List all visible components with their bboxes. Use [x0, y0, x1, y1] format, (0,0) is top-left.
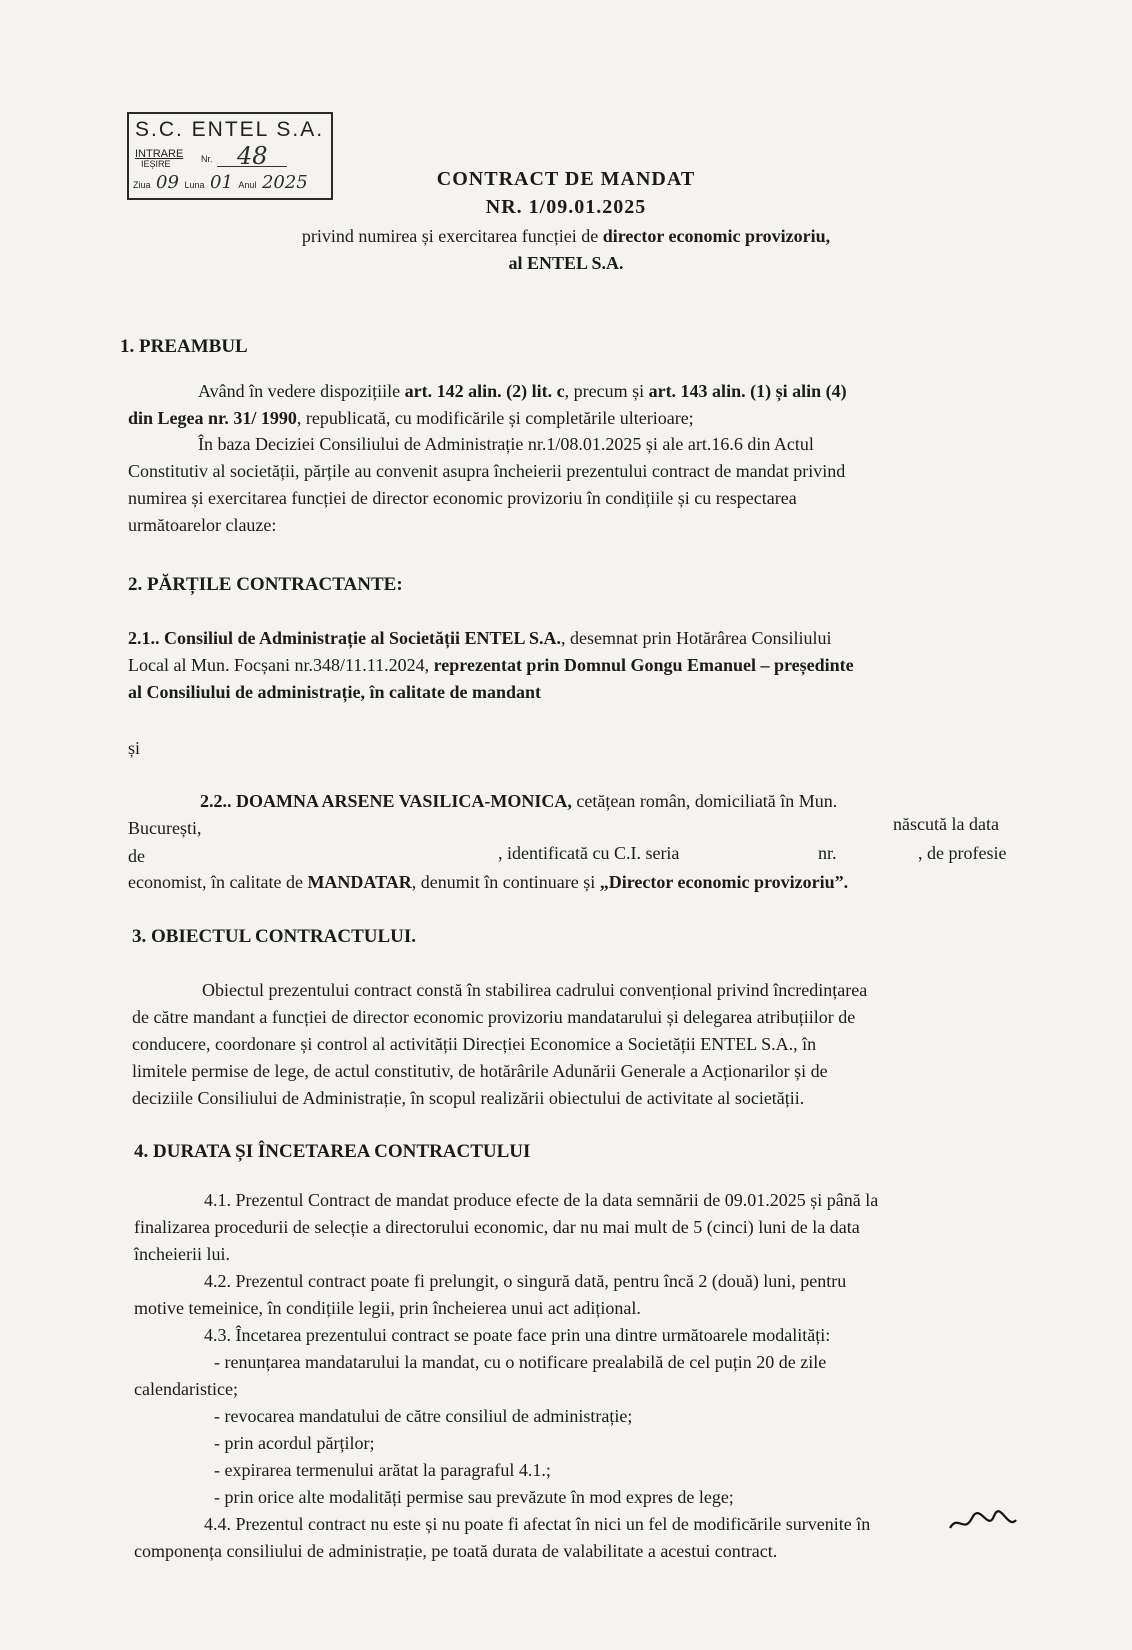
s22-identificata: , identificată cu C.I. seria	[498, 843, 680, 863]
s43-bullet2: - revocarea mandatului de către consiliul de administrație;	[214, 1406, 633, 1426]
stamp-nr-value: 48	[237, 142, 268, 170]
s1-text: Având în vedere dispozițiile	[198, 381, 405, 401]
stamp-anul-value: 2025	[261, 172, 308, 193]
stamp-ziua-value: 09	[156, 172, 179, 193]
s22-text: cetățean român, domiciliată în Mun.	[571, 791, 838, 811]
stamp-nr-label: Nr.	[201, 154, 213, 164]
s44-line1: 4.4. Prezentul contract nu este și nu poate fi afectat în nici un fel de modificările survenite în	[204, 1514, 871, 1534]
s3-line5: deciziile Consiliului de Administrație, în scopul realizării obiectului de activitate al societății.	[132, 1088, 805, 1108]
contract-subtitle-company: al ENTEL S.A.	[508, 253, 624, 273]
s1-bold: art. 142 alin. (2) lit. c	[404, 381, 565, 401]
s22-de: de	[128, 846, 145, 866]
s21-bold: 2.1.. Consiliul de Administrație al Societății ENTEL S.A.	[128, 628, 562, 648]
stamp-anul-label: Anul	[238, 180, 257, 190]
subtitle-text: privind numirea și exercitarea funcției de	[301, 226, 603, 246]
s1-bold: din Legea nr. 31/ 1990	[128, 408, 297, 428]
subtitle-role: director economic provizoriu,	[602, 226, 831, 246]
stamp-intrare-label: INTRARE	[135, 148, 184, 160]
s21-line2	[128, 655, 854, 676]
s21-text: , desemnat prin Hotărârea Consiliului	[561, 628, 832, 648]
s41-line2: finalizarea procedurii de selecție a directorului economic, dar nu mai mult de 5 (cinci) luni de la data	[134, 1217, 860, 1237]
s42-line2: motive temeinice, în condițiile legii, prin încheierea unui act adițional.	[134, 1298, 641, 1318]
s3-line1: Obiectul prezentului contract constă în stabilirea cadrului convențional privind încredințarea	[202, 980, 868, 1000]
s1-p2-line1: În baza Deciziei Consiliului de Administrație nr.1/08.01.2025 și ale art.16.6 din Actul	[198, 434, 814, 454]
stamp-ziua-label: Ziua	[133, 180, 151, 190]
s22-bold: 2.2.. DOAMNA ARSENE VASILICA-MONICA,	[200, 791, 572, 811]
s22-line4	[128, 872, 848, 893]
stamp-luna-value: 01	[210, 172, 233, 193]
s21-bold: al Consiliului de administrație, în calitate de mandant	[128, 682, 542, 702]
s1-p2-line2: Constitutiv al societății, părțile au convenit asupra încheierii prezentului contract de mandat privind	[128, 461, 846, 481]
s22-bucuresti: București,	[128, 818, 202, 838]
s1-p1-line1	[198, 381, 847, 402]
contract-title: CONTRACT DE MANDAT	[436, 168, 696, 190]
s1-bold: art. 143 alin. (1) și alin (4)	[648, 381, 847, 401]
stamp-iesire-label: IEȘIRE	[141, 159, 171, 169]
handwritten-initials-mark	[948, 1510, 1018, 1536]
s22-text: economist, în calitate de	[128, 872, 308, 892]
s1-p2-line3: numirea și exercitarea funcției de director economic provizoriu în condițiile și cu respectarea	[128, 488, 797, 508]
contract-subtitle	[0, 226, 1132, 247]
section-3-heading: 3. OBIECTUL CONTRACTULUI.	[132, 926, 416, 947]
s41-line1: 4.1. Prezentul Contract de mandat produce efecte de la data semnării de 09.01.2025 și până la	[204, 1190, 879, 1210]
s43-bullet1-line2: calendaristice;	[134, 1379, 238, 1399]
s1-p2-line4: următoarelor clauze:	[128, 515, 277, 535]
s3-line2: de către mandant a funcției de director economic provizoriu mandatarului și delegarea atribuțiilor de	[132, 1007, 856, 1027]
s3-line3: conducere, coordonare și control al activității Direcției Economice a Societății ENTEL S.A., în	[132, 1034, 817, 1054]
s22-line1	[200, 791, 837, 812]
s43-bullet3: - prin acordul părților;	[214, 1433, 375, 1453]
contract-number: NR. 1/09.01.2025	[485, 196, 647, 218]
s44-line2: componența consiliului de administrație, pe toată durata de valabilitate a acestui contract.	[134, 1541, 778, 1561]
s22-profesie: , de profesie	[918, 843, 1007, 863]
section-4-heading: 4. DURATA ȘI ÎNCETAREA CONTRACTULUI	[134, 1141, 531, 1162]
s22-bold: „Director economic provizoriu”.	[599, 872, 849, 892]
s42-line1: 4.2. Prezentul contract poate fi prelungit, o singură dată, pentru încă 2 (două) luni, pentru	[204, 1271, 847, 1291]
stamp-company: S.C. ENTEL S.A.	[135, 118, 325, 141]
section-2-heading: 2. PĂRȚILE CONTRACTANTE:	[128, 574, 403, 595]
s43-bullet5: - prin orice alte modalități permise sau prevăzute în mod expres de lege;	[214, 1487, 734, 1507]
s22-text: , denumit în continuare și	[411, 872, 600, 892]
s2-si: și	[128, 738, 141, 758]
s1-text: , republicată, cu modificările și completările ulterioare;	[296, 408, 694, 428]
stamp-luna-label: Luna	[184, 180, 205, 190]
s1-text: , precum și	[564, 381, 649, 401]
s22-nascuta: născută la data	[893, 814, 999, 834]
s3-line4: limitele permise de lege, de actul constitutiv, de hotărârile Adunării Generale a Acționarilor și de	[132, 1061, 828, 1081]
s43-line: 4.3. Încetarea prezentului contract se poate face prin una dintre următoarele modalități:	[204, 1325, 831, 1345]
s21-bold: reprezentat prin Domnul Gongu Emanuel – președinte	[433, 655, 854, 675]
s43-bullet1-line1: - renunțarea mandatarului la mandat, cu o notificare prealabilă de cel puțin 20 de zile	[214, 1352, 827, 1372]
s22-bold: MANDATAR	[307, 872, 412, 892]
s43-bullet4: - expirarea termenului arătat la paragraful 4.1.;	[214, 1460, 551, 1480]
s21-line1	[128, 628, 831, 649]
s41-line3: încheierii lui.	[134, 1244, 230, 1264]
s21-text: Local al Mun. Focșani nr.348/11.11.2024,	[128, 655, 434, 675]
section-1-heading: 1. PREAMBUL	[120, 336, 248, 357]
s21-line3	[128, 682, 541, 703]
s1-p1-line2	[128, 408, 694, 429]
s22-nr: nr.	[818, 843, 837, 863]
